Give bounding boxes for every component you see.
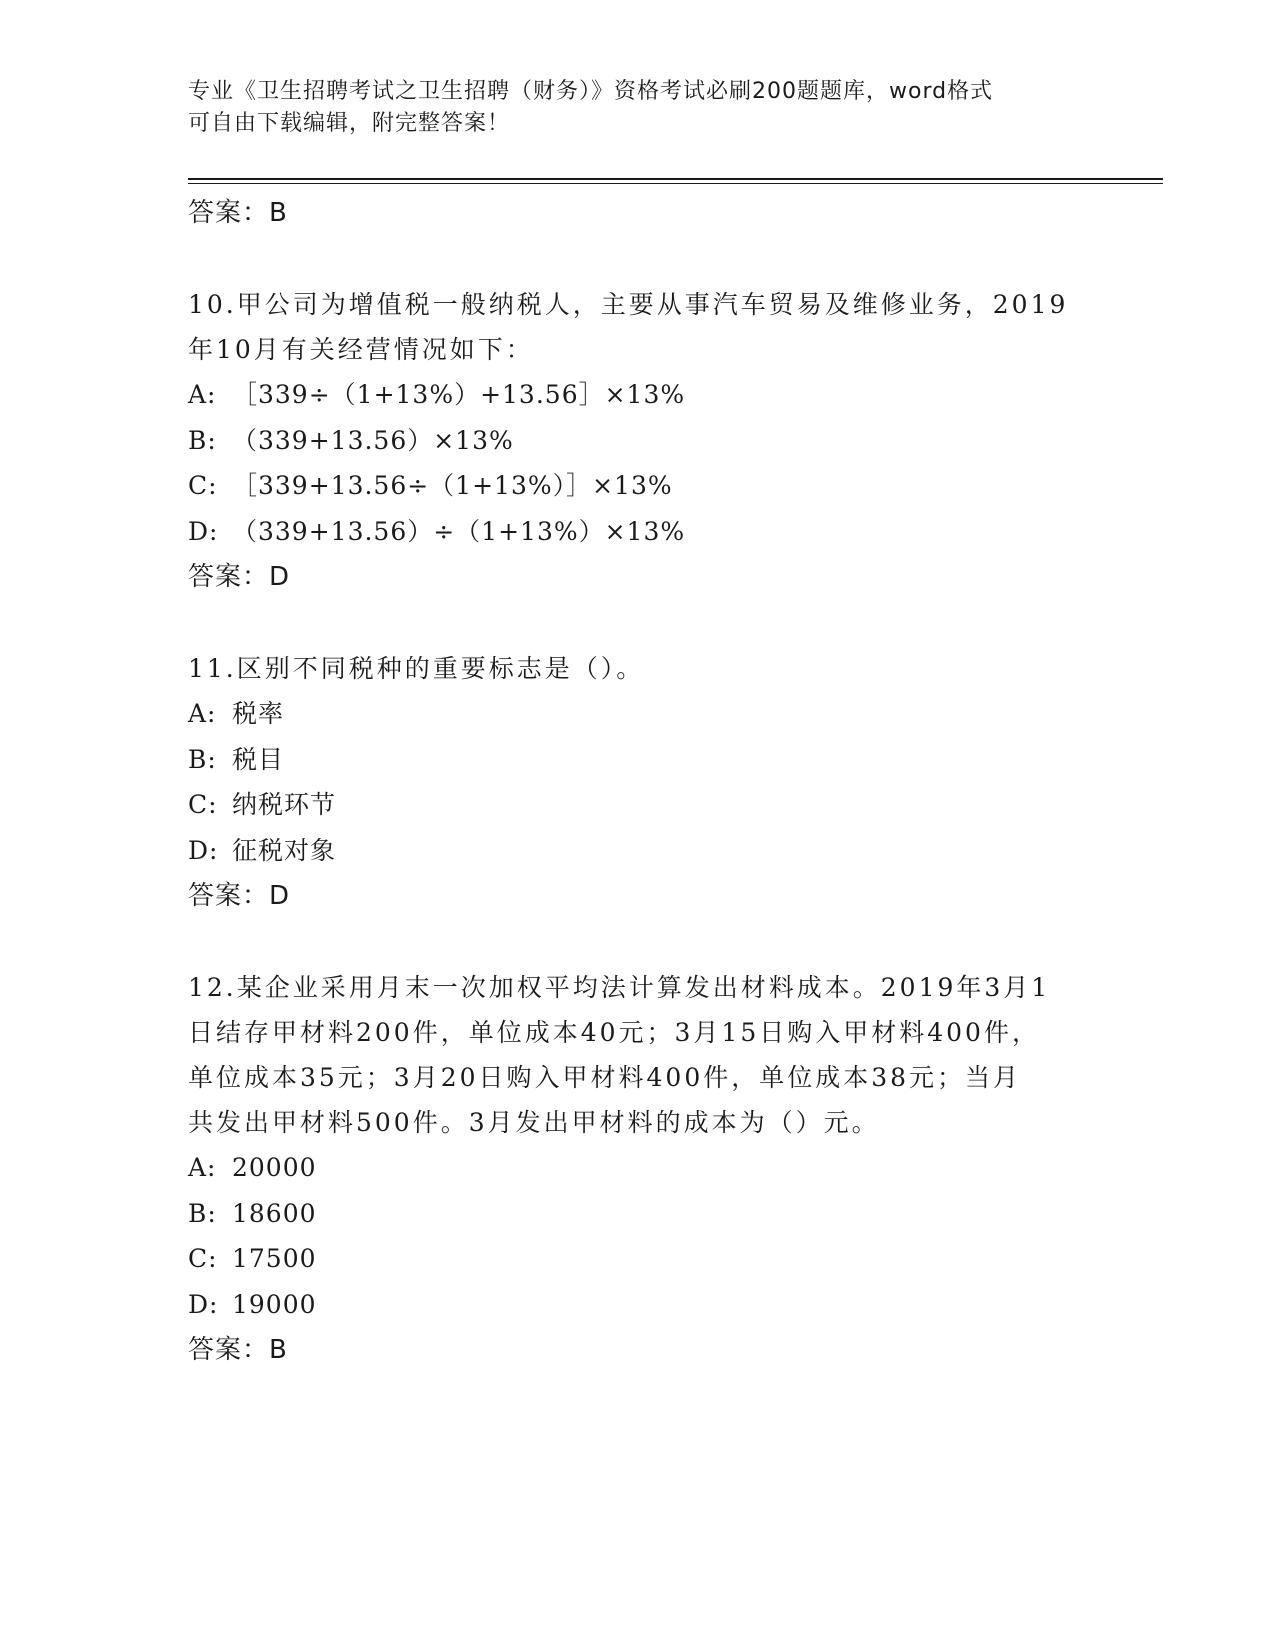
option-key: C: — [188, 1244, 218, 1273]
option-key: C: — [188, 790, 218, 819]
question-stem-line: 11.区别不同税种的重要标志是（）。 — [188, 654, 645, 683]
option-item — [188, 418, 1088, 464]
option-item — [188, 372, 1088, 418]
option-item — [188, 1282, 1088, 1328]
question-block — [188, 646, 1088, 919]
option-item — [188, 1191, 1088, 1237]
header-line-1: 专业《卫生招聘考试之卫生招聘（财务）》资格考试必刷200题题库，word格式 — [188, 79, 994, 104]
answer-line: 答案：D — [188, 562, 291, 592]
option-key: B: — [188, 1198, 217, 1228]
option-key: D: — [188, 516, 219, 546]
option-text: 征税对象 — [232, 835, 337, 865]
question-stem — [188, 282, 1088, 372]
option-text: （339+13.56）÷（1+13%）×13% — [232, 516, 686, 546]
option-text: 税率 — [232, 699, 285, 728]
option-key: A: — [188, 380, 217, 409]
header-divider-thick — [188, 178, 1163, 180]
question-stem-line: 共发出甲材料500件。3月发出甲材料的成本为（）元。 — [188, 1108, 880, 1137]
option-item — [188, 691, 1088, 737]
option-item — [188, 782, 1088, 828]
question-stem — [188, 965, 1088, 1145]
question-block — [188, 282, 1088, 600]
option-text: 纳税环节 — [232, 790, 337, 819]
question-stem-line: 10.甲公司为增值税一般纳税人，主要从事汽车贸易及维修业务，2019 — [188, 290, 1069, 319]
option-item — [188, 463, 1088, 509]
option-item — [188, 737, 1088, 783]
option-key: A: — [188, 1153, 217, 1182]
option-text: ［339÷（1+13%）+13.56］×13% — [232, 380, 686, 409]
option-key: B: — [188, 425, 217, 455]
spacer — [188, 919, 1088, 965]
header-line-2: 可自由下载编辑，附完整答案！ — [188, 111, 511, 136]
option-text: ［339+13.56÷（1+13%）］×13% — [232, 471, 673, 500]
document-header — [188, 76, 1088, 140]
question-stem-line: 12.某企业采用月末一次加权平均法计算发出材料成本。2019年3月1 — [188, 973, 1051, 1002]
question-stem — [188, 646, 1088, 691]
option-key: A: — [188, 699, 217, 728]
option-key: B: — [188, 744, 217, 774]
question-list — [188, 190, 1088, 1373]
answer-line: 答案：D — [188, 881, 291, 911]
spacer — [188, 600, 1088, 646]
question-stem-line: 年10月有关经营情况如下： — [188, 335, 534, 364]
option-text: 税目 — [232, 744, 285, 774]
option-text: 17500 — [232, 1244, 317, 1273]
spacer — [188, 236, 1088, 282]
option-text: 18600 — [232, 1198, 317, 1228]
question-stem-line: 单位成本35元；3月20日购入甲材料400件，单位成本38元；当月 — [188, 1063, 1022, 1092]
answer-line: 答案：B — [188, 1335, 288, 1365]
option-item — [188, 1236, 1088, 1282]
option-key: C: — [188, 471, 218, 500]
option-item — [188, 509, 1088, 555]
option-key: D: — [188, 835, 219, 865]
option-key: D: — [188, 1289, 219, 1319]
option-text: 19000 — [232, 1289, 317, 1319]
option-text: 20000 — [232, 1153, 317, 1182]
option-item — [188, 828, 1088, 874]
question-stem-line: 日结存甲材料200件，单位成本40元；3月15日购入甲材料400件， — [188, 1018, 1040, 1047]
header-divider-thin — [188, 183, 1163, 184]
question-block — [188, 965, 1088, 1373]
answer-line: 答案：B — [188, 198, 288, 228]
option-text: （339+13.56）×13% — [232, 425, 514, 455]
option-item — [188, 1145, 1088, 1191]
